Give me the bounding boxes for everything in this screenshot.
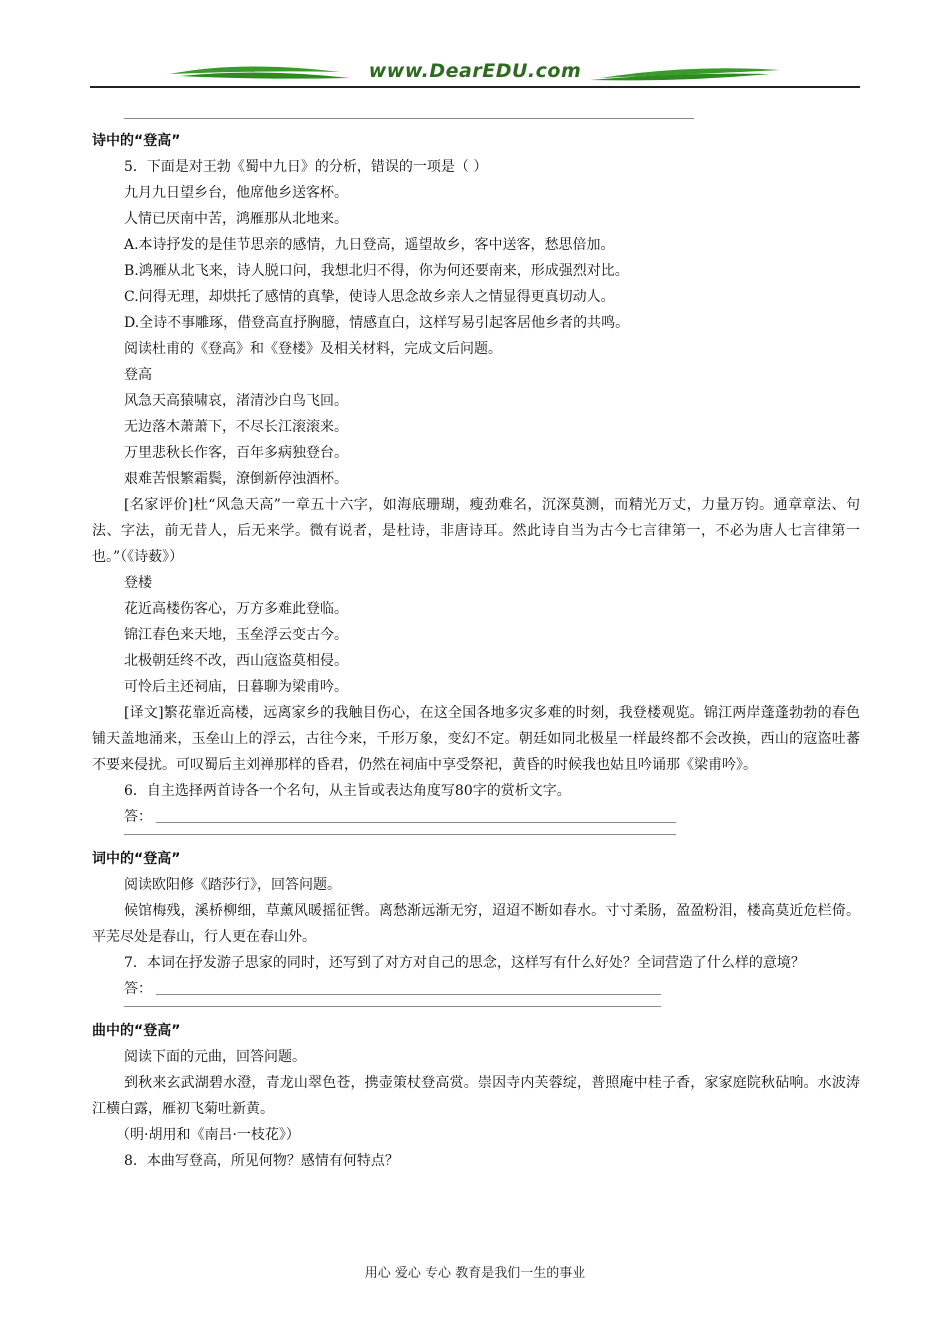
ci-text: 候馆梅残，溪桥柳细，草薰风暖摇征辔。离愁渐远渐无穷，迢迢不断如春水。寸寸柔肠，盈盈粉泪，楼高莫近危栏倚。平芜尽处是春山，行人更在春山外。 [92, 903, 860, 945]
section-heading-qu: 曲中的“登高” [92, 1023, 181, 1039]
answer-blank[interactable] [92, 830, 860, 844]
site-logo: www.DearEDU.com [368, 60, 582, 82]
option-b: B.鸿雁从北飞来，诗人脱口问，我想北归不得，你为何还要南来，形成强烈对比。 [124, 263, 629, 279]
poem-line: 人情已厌南中苦，鸿雁那从北地来。 [124, 211, 348, 227]
page-footer: 用心 爱心 专心 教育是我们一生的事业 [364, 1266, 586, 1281]
answer-blank [92, 108, 860, 126]
reading-instruction: 阅读欧阳修《踏莎行》，回答问题。 [124, 877, 341, 893]
question-8: 8．本曲写登高，所见何物？感情有何特点？ [124, 1153, 399, 1169]
answer-field-7[interactable] [92, 976, 860, 1002]
option-d: D.全诗不事雕琢，借登高直抒胸臆，情感直白，这样写易引起客居他乡者的共鸣。 [124, 315, 630, 331]
answer-label: 答： [124, 809, 152, 825]
qu-text: 到秋来玄武湖碧水澄，青龙山翠色苍，携壶策杖登高赏。崇因寺内芙蓉绽，普照庵中桂子香，家家庭院秋砧响。水波涛江横白露，雁初飞菊吐新黄。 [92, 1075, 860, 1117]
question-5: 5．下面是对王勃《蜀中九日》的分析，错误的一项是（ ） [124, 159, 488, 175]
poem-line: 无边落木萧萧下，不尽长江滚滚来。 [124, 419, 348, 435]
poem-line: 花近高楼伤客心，万方多难此登临。 [124, 601, 348, 617]
poem-line: 万里悲秋长作客，百年多病独登台。 [124, 445, 348, 461]
header-rule [90, 86, 860, 88]
poem-line: 北极朝廷终不改，西山寇盗莫相侵。 [124, 653, 348, 669]
question-6: 6．自主选择两首诗各一个名句，从主旨或表达角度写80字的赏析文字。 [124, 783, 571, 799]
section-heading-ci: 词中的“登高” [92, 851, 181, 867]
answer-field-6[interactable] [92, 804, 860, 830]
poem-line: 风急天高猿啸哀，渚清沙白鸟飞回。 [124, 393, 348, 409]
option-c: C.问得无理，却烘托了感情的真挚，使诗人思念故乡亲人之情显得更真切动人。 [124, 289, 615, 305]
translation: [译文]繁花靠近高楼，远离家乡的我触目伤心，在这全国各地多灾多难的时刻，我登楼观览。锦江两岸蓬蓬勃勃的春色铺天盖地涌来，玉垒山上的浮云，古往今来，千形万象，变幻不定。朝廷如同北极星一样最终都不会改换，西山的寇盗吐蕃不要来侵扰。可叹蜀后主刘禅那样的昏君，仍然在祠庙中享受祭祀，黄昏的时候我也姑且吟诵那《梁甫吟》。 [92, 705, 860, 773]
reading-instruction: 阅读下面的元曲，回答问题。 [124, 1049, 306, 1065]
option-a: A.本诗抒发的是佳节思亲的感情，九日登高，遥望故乡，客中送客，愁思倍加。 [124, 237, 615, 253]
page-header [90, 58, 860, 92]
poem-title: 登高 [124, 367, 152, 383]
answer-label: 答： [124, 981, 152, 997]
document-body [92, 108, 860, 1174]
question-7: 7．本词在抒发游子思家的同时，还写到了对方对自己的思念，这样写有什么好处？全词营造了什么样的意境？ [124, 955, 805, 971]
answer-blank[interactable] [92, 1002, 860, 1016]
reading-instruction: 阅读杜甫的《登高》和《登楼》及相关材料，完成文后问题。 [124, 341, 502, 357]
section-heading-poem: 诗中的“登高” [92, 133, 181, 149]
expert-review: [名家评价]杜“风急天高”一章五十六字，如海底珊瑚，瘦劲难名，沉深莫测，而精光万丈，力量万钧。通章章法、句法、字法，前无昔人，后无来学。微有说者，是杜诗，非唐诗耳。然此诗自当为古今七言律第一，不必为唐人七言律第一也。”（《诗薮》） [92, 497, 860, 565]
poem-title: 登楼 [124, 575, 152, 591]
poem-line: 锦江春色来天地，玉垒浮云变古今。 [124, 627, 348, 643]
poem-line: 艰难苦恨繁霜鬓，潦倒新停浊酒杯。 [124, 471, 348, 487]
poem-line: 九月九日望乡台，他席他乡送客杯。 [124, 185, 348, 201]
qu-source: （明·胡用和《南吕·一枝花》） [116, 1127, 300, 1143]
poem-line: 可怜后主还祠庙，日暮聊为梁甫吟。 [124, 679, 348, 695]
